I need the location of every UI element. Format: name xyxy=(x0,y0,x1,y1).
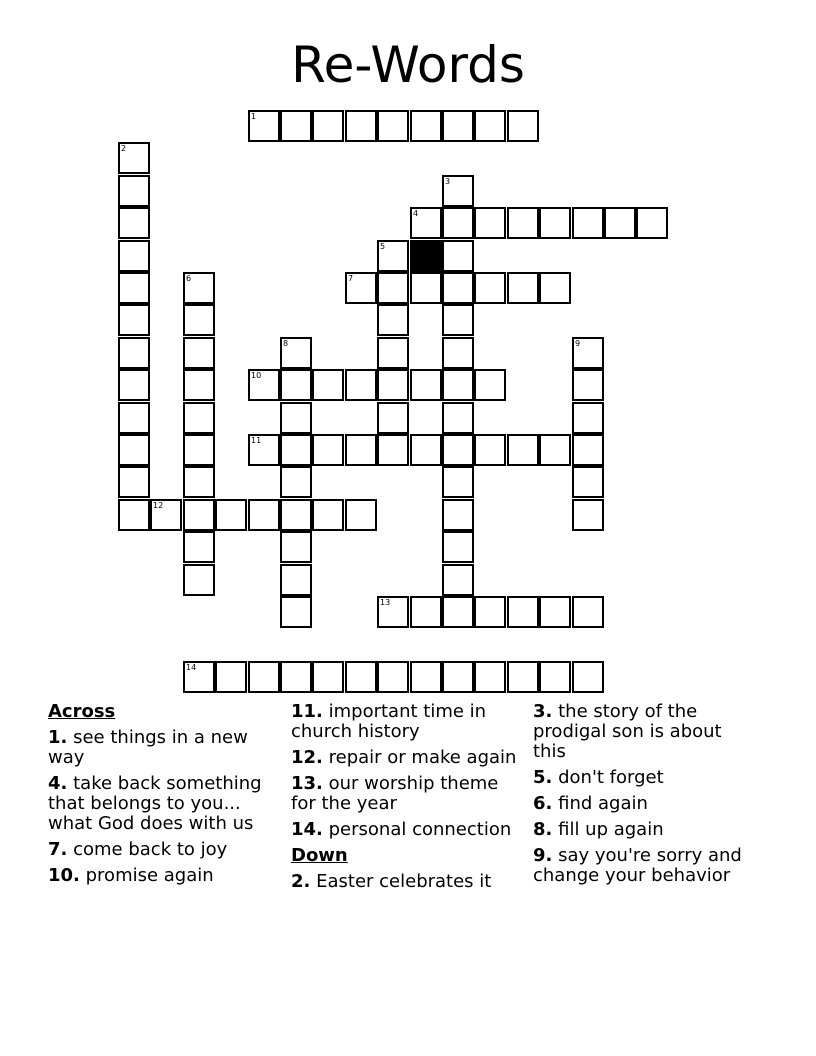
grid-cell[interactable] xyxy=(312,499,344,531)
grid-cell[interactable] xyxy=(442,434,474,466)
clues-column-1 xyxy=(48,702,283,892)
clue-item xyxy=(291,702,526,742)
clue-number: 6 xyxy=(186,274,192,283)
grid-cell[interactable] xyxy=(539,661,571,693)
clue-item xyxy=(48,728,283,768)
grid-cell[interactable] xyxy=(474,207,506,239)
grid-cell[interactable] xyxy=(442,531,474,563)
grid-cell[interactable] xyxy=(248,499,280,531)
grid-cell[interactable] xyxy=(442,240,474,272)
grid-cell[interactable] xyxy=(572,596,604,628)
grid-cell[interactable] xyxy=(312,661,344,693)
grid-cell[interactable] xyxy=(248,369,280,401)
grid-cell[interactable] xyxy=(312,369,344,401)
grid-cell[interactable] xyxy=(572,661,604,693)
clue-item xyxy=(533,846,743,886)
grid-cell[interactable] xyxy=(280,661,312,693)
grid-cell[interactable] xyxy=(118,272,150,304)
across-heading: Across xyxy=(48,701,116,722)
clue-text: our worship theme for the year xyxy=(291,773,499,814)
grid-cell[interactable] xyxy=(118,369,150,401)
clue-item xyxy=(533,702,743,762)
grid-cell[interactable] xyxy=(507,272,539,304)
grid-cell[interactable] xyxy=(345,661,377,693)
grid-cell[interactable] xyxy=(410,207,442,239)
clue-item xyxy=(533,820,743,840)
grid-cell[interactable] xyxy=(474,596,506,628)
clue-number: 14 xyxy=(186,663,197,672)
grid-cell[interactable] xyxy=(280,564,312,596)
grid-cell[interactable] xyxy=(572,466,604,498)
grid-cell[interactable] xyxy=(280,596,312,628)
grid-cell[interactable] xyxy=(118,304,150,336)
grid-cell[interactable] xyxy=(507,434,539,466)
grid-cell[interactable] xyxy=(410,272,442,304)
clue-number-label: 14. xyxy=(291,819,323,840)
grid-cell[interactable] xyxy=(183,531,215,563)
grid-cell[interactable] xyxy=(118,466,150,498)
grid-cell[interactable] xyxy=(572,402,604,434)
clue-item xyxy=(291,872,526,892)
clue-number-label: 7. xyxy=(48,839,68,860)
page-title: Re-Words xyxy=(291,36,525,94)
grid-cell[interactable] xyxy=(442,564,474,596)
clue-number: 2 xyxy=(121,144,127,153)
grid-cell[interactable] xyxy=(474,434,506,466)
clue-item xyxy=(533,794,743,814)
clue-number: 12 xyxy=(153,501,164,510)
grid-cell[interactable] xyxy=(183,337,215,369)
grid-cell[interactable] xyxy=(442,337,474,369)
clue-text: promise again xyxy=(85,865,214,886)
grid-cell[interactable] xyxy=(572,207,604,239)
grid-cell[interactable] xyxy=(183,499,215,531)
grid-cell[interactable] xyxy=(377,110,409,142)
grid-cell[interactable] xyxy=(410,369,442,401)
grid-cell[interactable] xyxy=(507,207,539,239)
grid-cell[interactable] xyxy=(377,661,409,693)
clue-number: 7 xyxy=(348,274,354,283)
clue-item xyxy=(291,774,526,814)
clue-text: say you're sorry and change your behavior xyxy=(533,845,742,886)
clue-item xyxy=(291,820,526,840)
clue-text: repair or make again xyxy=(328,747,517,768)
clue-number-label: 10. xyxy=(48,865,80,886)
grid-cell[interactable] xyxy=(377,272,409,304)
clue-number-label: 12. xyxy=(291,747,323,768)
clue-number: 5 xyxy=(380,242,386,251)
clue-number-label: 4. xyxy=(48,773,68,794)
grid-cell[interactable] xyxy=(118,175,150,207)
clue-number: 1 xyxy=(251,112,257,121)
clue-number: 13 xyxy=(380,598,391,607)
clue-number-label: 6. xyxy=(533,793,553,814)
clue-number: 11 xyxy=(251,436,262,445)
clue-number: 4 xyxy=(413,209,419,218)
grid-cell[interactable] xyxy=(248,110,280,142)
clue-number-label: 5. xyxy=(533,767,553,788)
clue-number-label: 9. xyxy=(533,845,553,866)
grid-cell[interactable] xyxy=(539,596,571,628)
clue-number: 8 xyxy=(283,339,289,348)
grid-cell[interactable] xyxy=(183,466,215,498)
grid-cell[interactable] xyxy=(507,596,539,628)
grid-cell[interactable] xyxy=(345,434,377,466)
clue-number-label: 13. xyxy=(291,773,323,794)
grid-cell[interactable] xyxy=(604,207,636,239)
grid-cell[interactable] xyxy=(442,466,474,498)
grid-cell[interactable] xyxy=(312,110,344,142)
grid-cell[interactable] xyxy=(442,661,474,693)
grid-cell[interactable] xyxy=(507,661,539,693)
grid-cell[interactable] xyxy=(118,207,150,239)
clue-number-label: 8. xyxy=(533,819,553,840)
grid-cell[interactable] xyxy=(118,434,150,466)
grid-cell[interactable] xyxy=(572,434,604,466)
grid-cell[interactable] xyxy=(183,304,215,336)
clue-number-label: 2. xyxy=(291,871,311,892)
clues-column-3 xyxy=(533,702,743,892)
clue-text: take back something that belongs to you... what God does with us xyxy=(48,773,262,834)
grid-cell[interactable] xyxy=(442,499,474,531)
grid-cell[interactable] xyxy=(345,499,377,531)
clue-text: personal connection xyxy=(328,819,512,840)
grid-cell[interactable] xyxy=(280,110,312,142)
grid-cell[interactable] xyxy=(377,304,409,336)
grid-cell[interactable] xyxy=(442,272,474,304)
clue-text: fill up again xyxy=(558,819,664,840)
grid-cell[interactable] xyxy=(150,499,182,531)
clue-text: Easter celebrates it xyxy=(316,871,492,892)
grid-cell[interactable] xyxy=(280,434,312,466)
clue-number: 3 xyxy=(445,177,451,186)
grid-cell[interactable] xyxy=(474,110,506,142)
grid-cell[interactable] xyxy=(474,661,506,693)
grid-cell[interactable] xyxy=(183,369,215,401)
grid-cell[interactable] xyxy=(539,434,571,466)
clue-item xyxy=(291,748,526,768)
grid-cell[interactable] xyxy=(118,402,150,434)
clue-text: come back to joy xyxy=(73,839,228,860)
grid-cell[interactable] xyxy=(442,304,474,336)
grid-cell[interactable] xyxy=(118,142,150,174)
grid-cell[interactable] xyxy=(183,564,215,596)
grid-cell[interactable] xyxy=(442,110,474,142)
clue-number-label: 3. xyxy=(533,701,553,722)
grid-cell[interactable] xyxy=(539,207,571,239)
grid-cell[interactable] xyxy=(280,466,312,498)
grid-cell[interactable] xyxy=(280,499,312,531)
grid-cell[interactable] xyxy=(410,661,442,693)
grid-cell[interactable] xyxy=(118,337,150,369)
grid-cell[interactable] xyxy=(215,499,247,531)
down-heading: Down xyxy=(291,845,348,866)
grid-cell[interactable] xyxy=(248,434,280,466)
grid-cell[interactable] xyxy=(377,337,409,369)
grid-cell[interactable] xyxy=(280,337,312,369)
grid-cell[interactable] xyxy=(410,596,442,628)
grid-cell[interactable] xyxy=(442,175,474,207)
grid-cell[interactable] xyxy=(507,110,539,142)
clue-item xyxy=(48,866,283,886)
grid-cell[interactable] xyxy=(377,369,409,401)
clue-text: see things in a new way xyxy=(48,727,248,768)
clue-text: the story of the prodigal son is about this xyxy=(533,701,722,762)
clue-number-label: 1. xyxy=(48,727,68,748)
grid-cell[interactable] xyxy=(377,402,409,434)
grid-cell[interactable] xyxy=(442,369,474,401)
grid-cell[interactable] xyxy=(345,110,377,142)
black-cell xyxy=(410,240,442,272)
grid-cell[interactable] xyxy=(280,531,312,563)
grid-cell[interactable] xyxy=(474,369,506,401)
grid-cell[interactable] xyxy=(118,499,150,531)
grid-cell[interactable] xyxy=(183,434,215,466)
grid-cell[interactable] xyxy=(442,596,474,628)
grid-cell[interactable] xyxy=(345,369,377,401)
grid-cell[interactable] xyxy=(215,661,247,693)
clue-number: 9 xyxy=(575,339,581,348)
grid-cell[interactable] xyxy=(280,369,312,401)
grid-cell[interactable] xyxy=(410,110,442,142)
grid-cell[interactable] xyxy=(539,272,571,304)
grid-cell[interactable] xyxy=(377,434,409,466)
grid-cell[interactable] xyxy=(280,402,312,434)
grid-cell[interactable] xyxy=(183,272,215,304)
grid-cell[interactable] xyxy=(474,272,506,304)
clue-item xyxy=(533,768,743,788)
grid-cell[interactable] xyxy=(345,272,377,304)
grid-cell[interactable] xyxy=(377,596,409,628)
grid-cell[interactable] xyxy=(442,207,474,239)
clues-column-2 xyxy=(291,702,526,898)
grid-cell[interactable] xyxy=(410,434,442,466)
grid-cell[interactable] xyxy=(248,661,280,693)
clue-number: 10 xyxy=(251,371,262,380)
clue-number-label: 11. xyxy=(291,701,323,722)
clue-item xyxy=(48,840,283,860)
grid-cell[interactable] xyxy=(377,240,409,272)
grid-cell[interactable] xyxy=(183,661,215,693)
grid-cell[interactable] xyxy=(572,499,604,531)
grid-cell[interactable] xyxy=(183,402,215,434)
clue-text: important time in church history xyxy=(291,701,487,742)
grid-cell[interactable] xyxy=(572,369,604,401)
clue-text: find again xyxy=(558,793,648,814)
grid-cell[interactable] xyxy=(572,337,604,369)
clue-text: don't forget xyxy=(558,767,664,788)
grid-cell[interactable] xyxy=(636,207,668,239)
clue-item xyxy=(48,774,283,834)
grid-cell[interactable] xyxy=(312,434,344,466)
grid-cell[interactable] xyxy=(118,240,150,272)
grid-cell[interactable] xyxy=(442,402,474,434)
